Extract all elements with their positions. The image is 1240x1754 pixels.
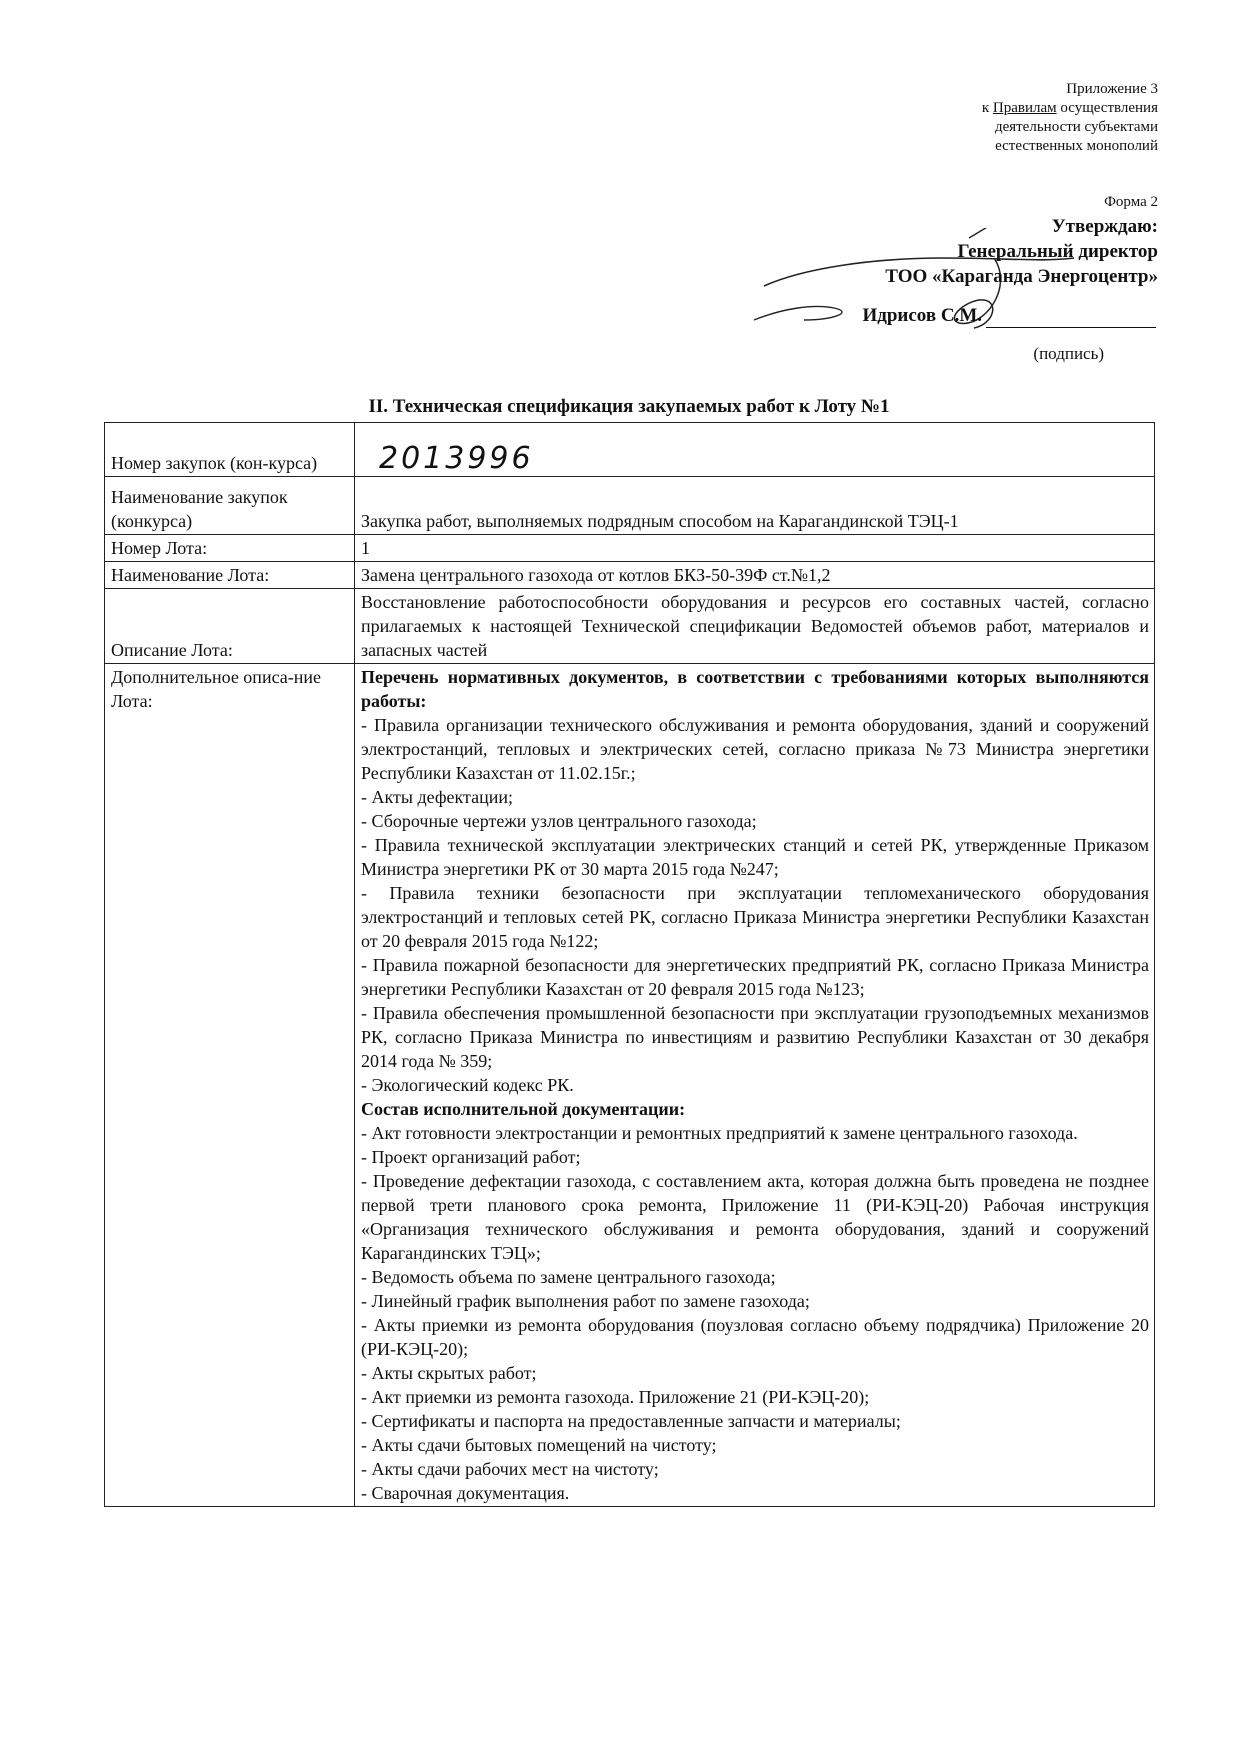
list-item: - Акт приемки из ремонта газохода. Приложение 21 (РИ-КЭЦ-20); <box>361 1387 870 1407</box>
list-item: - Акты сдачи бытовых помещений на чистоту; <box>361 1435 717 1455</box>
row-label: Дополнительное описа-ние Лота: <box>105 664 355 1507</box>
list-item: - Правила технической эксплуатации электрических станций и сетей РК, утвержденные Приказом Министра энергетики РК от 30 марта 2015 года №247; <box>361 835 1149 879</box>
table-row <box>105 423 1155 477</box>
row-value: Замена центрального газохода от котлов БКЗ-50-39Ф ст.№1,2 <box>355 562 1155 589</box>
row-label: Описание Лота: <box>105 589 355 664</box>
list-item: - Линейный график выполнения работ по замене газохода; <box>361 1291 810 1311</box>
list-item: - Правила пожарной безопасности для энергетических предприятий РК, согласно Приказа Министра энергетики Республики Казахстан от 20 февраля 2015 года №123; <box>361 955 1149 999</box>
signature-line <box>986 309 1156 328</box>
approve-label: Утверждаю: <box>1051 216 1158 237</box>
appendix-note <box>838 80 1158 156</box>
organization-name: ТОО «Караганда Энергоцентр» <box>885 266 1158 287</box>
appendix-suffix: осуществления <box>1056 100 1158 116</box>
list-item: - Акт готовности электростанции и ремонтных предприятий к замене центрального газохода. <box>361 1123 1078 1143</box>
section-title: II. Техническая спецификация закупаемых работ к Лоту №1 <box>368 396 890 417</box>
purchase-number: 2013996 <box>379 441 534 476</box>
row-value <box>355 423 1155 477</box>
list-item: - Ведомость объема по замене центрального газохода; <box>361 1267 776 1287</box>
table-row <box>105 535 1155 562</box>
form-label: Форма 2 <box>1104 194 1158 210</box>
list-item: - Экологический кодекс РК. <box>361 1075 574 1095</box>
appendix-prefix: к <box>981 100 993 116</box>
normative-docs-heading: Перечень нормативных документов, в соответствии с требованиями которых выполняются работы: <box>361 667 1149 711</box>
lot-description: Восстановление работоспособности оборудования и ресурсов его составных частей, согласно прилагаемых к настоящей Технической спецификации Ведомостей объемов работ, материалов и запасных частей <box>361 592 1149 660</box>
director-position: Генеральный директор <box>957 241 1158 262</box>
list-item: - Акты приемки из ремонта оборудования (поузловая согласно объему подрядчика) Приложение 20 (РИ-КЭЦ-20); <box>361 1315 1149 1359</box>
table-row <box>105 562 1155 589</box>
table-row <box>105 477 1155 535</box>
list-item: - Правила техники безопасности при эксплуатации тепломеханического оборудования электростанций и тепловых сетей РК, согласно Приказа Министра энергетики Республики Казахстан от 20 февраля 2015 года №122; <box>361 883 1149 951</box>
row-label: Номер закупок (кон-курса) <box>105 423 355 477</box>
signer-name: Идрисов С.М. <box>862 305 982 326</box>
list-item: - Акты сдачи рабочих мест на чистоту; <box>361 1459 659 1479</box>
list-item: - Сборочные чертежи узлов центрального газохода; <box>361 811 757 831</box>
list-item: - Сертификаты и паспорта на предоставленные запчасти и материалы; <box>361 1411 901 1431</box>
table-row <box>105 664 1155 1507</box>
appendix-line-4: естественных монополий <box>995 138 1158 154</box>
row-label: Номер Лота: <box>105 535 355 562</box>
list-item: - Проведение дефектации газохода, с составлением акта, которая должна быть проведена не позднее первой трети планового срока ремонта, Приложение 11 (РИ-КЭЦ-20) Рабочая инструкция «Организация технического обслуживания и ремонта оборудования, зданий и сооружений Карагандинских ТЭЦ»; <box>361 1171 1149 1263</box>
appendix-line-3: деятельности субъектами <box>994 119 1158 135</box>
row-value <box>355 589 1155 664</box>
row-value <box>355 664 1155 1507</box>
list-item: - Правила организации технического обслуживания и ремонта оборудования, зданий и сооружений электростанций, тепловых и электрических сетей, согласно приказа №73 Министра энергетики Республики Казахстан от 11.02.15г.; <box>361 715 1149 783</box>
list-item: - Акты скрытых работ; <box>361 1363 537 1383</box>
signature-caption: (подпись) <box>1033 344 1104 363</box>
row-label: Наименование закупок (конкурса) <box>105 477 355 535</box>
rules-link[interactable]: Правилам <box>992 100 1057 116</box>
specification-table <box>104 422 1155 1507</box>
row-value: 1 <box>355 535 1155 562</box>
list-item: - Проект организаций работ; <box>361 1147 581 1167</box>
row-value: Закупка работ, выполняемых подрядным способом на Карагандинской ТЭЦ-1 <box>355 477 1155 535</box>
list-item: - Сварочная документация. <box>361 1483 570 1503</box>
executive-docs-heading: Состав исполнительной документации: <box>361 1099 686 1119</box>
signer-row <box>738 303 1156 328</box>
list-item: - Правила обеспечения промышленной безопасности при эксплуатации грузоподъемных механизмов РК, согласно Приказа Министра по инвестициям и развитию Республики Казахстан от 30 декабря 2014 года № 359; <box>361 1003 1149 1071</box>
row-label: Наименование Лота: <box>105 562 355 589</box>
appendix-line-2 <box>838 99 1158 118</box>
list-item: - Акты дефектации; <box>361 787 513 807</box>
approval-block <box>738 214 1158 328</box>
table-row <box>105 589 1155 664</box>
appendix-line-1: Приложение 3 <box>1066 81 1158 97</box>
